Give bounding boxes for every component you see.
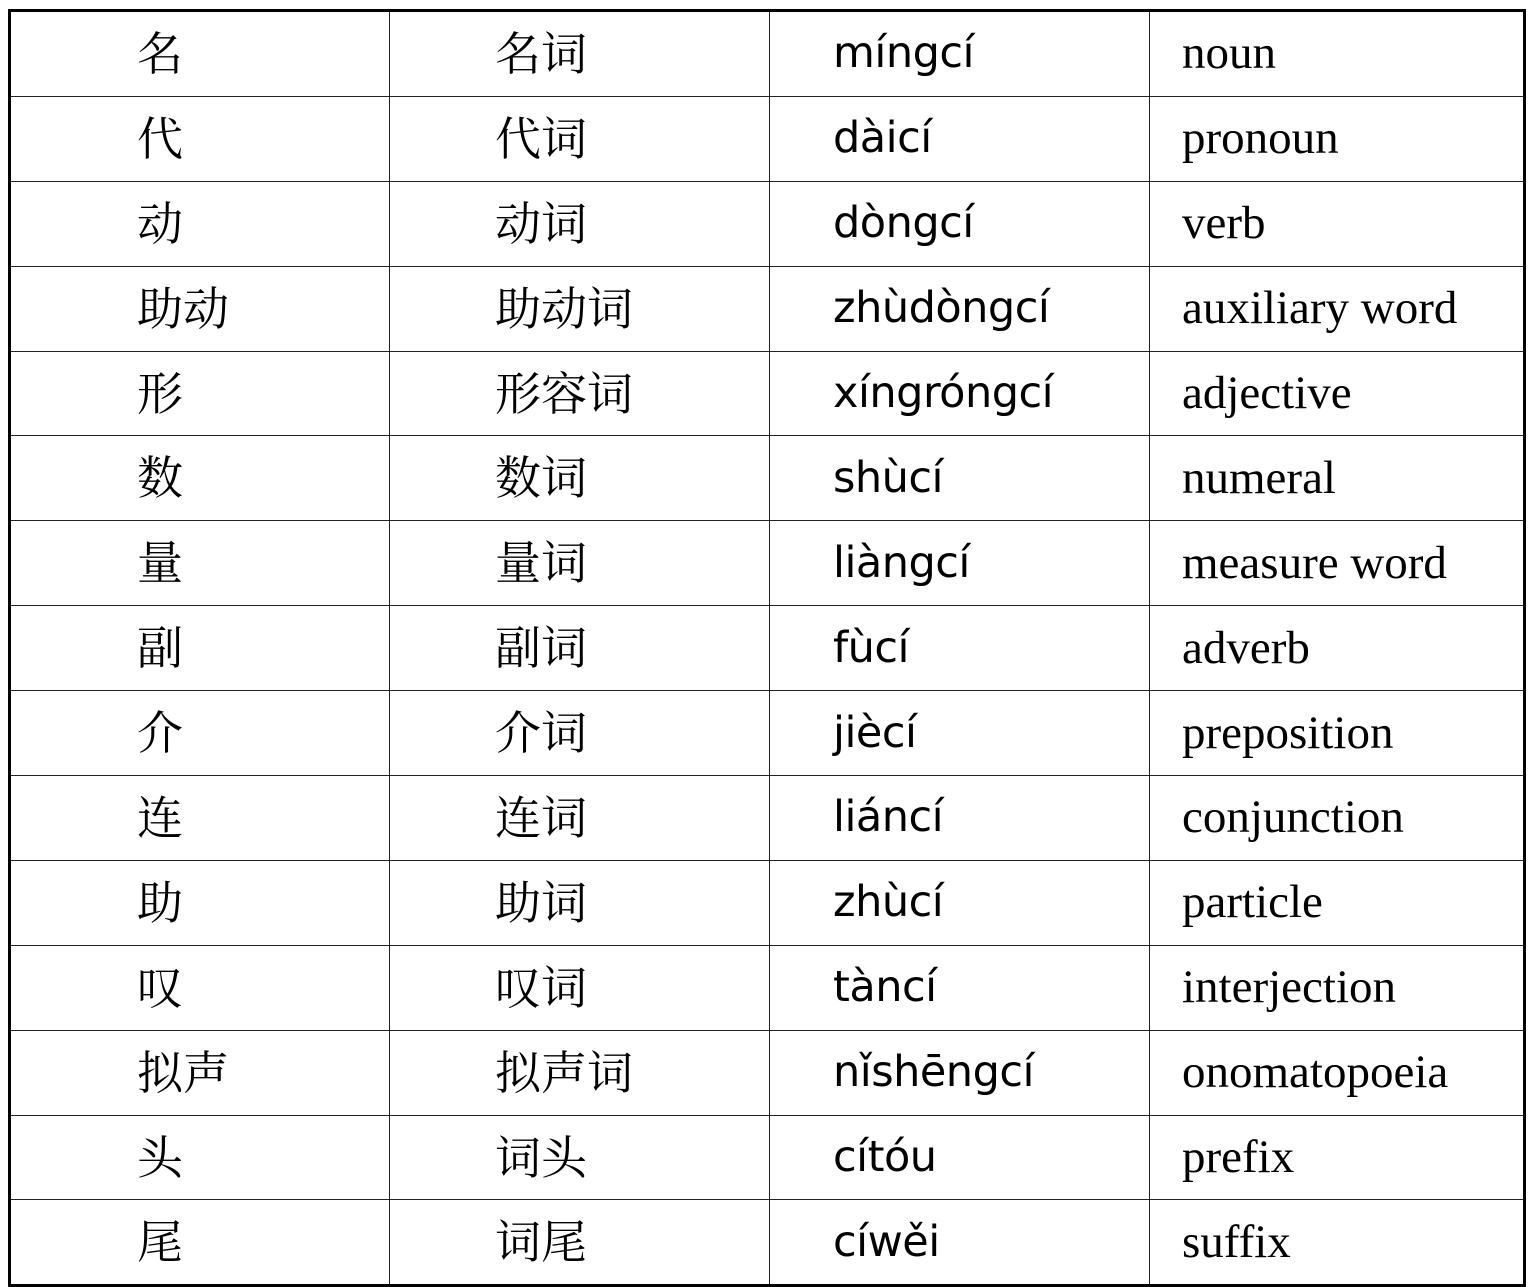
english-term-cell: adverb [1150, 606, 1525, 691]
pinyin-cell: míngcí [770, 11, 1150, 97]
abbreviation-cell: 头 [10, 1115, 390, 1200]
chinese-term-cell: 介词 [390, 691, 770, 776]
pinyin-cell: dòngcí [770, 181, 1150, 266]
chinese-term-cell: 词头 [390, 1115, 770, 1200]
english-term-cell: pronoun [1150, 96, 1525, 181]
parts-of-speech-table [8, 9, 1526, 1287]
english-term-cell: preposition [1150, 691, 1525, 776]
chinese-term-cell: 名词 [390, 11, 770, 97]
english-term-cell: auxiliary word [1150, 266, 1525, 351]
table-body [10, 11, 1525, 1286]
pinyin-cell: shùcí [770, 436, 1150, 521]
pinyin-cell: liáncí [770, 776, 1150, 861]
table-row [10, 606, 1525, 691]
abbreviation-cell: 动 [10, 181, 390, 266]
abbreviation-cell: 形 [10, 351, 390, 436]
abbreviation-cell: 介 [10, 691, 390, 776]
table-row [10, 1030, 1525, 1115]
chinese-term-cell: 形容词 [390, 351, 770, 436]
english-term-cell: noun [1150, 11, 1525, 97]
table-row [10, 945, 1525, 1030]
abbreviation-cell: 代 [10, 96, 390, 181]
pinyin-cell: tàncí [770, 945, 1150, 1030]
abbreviation-cell: 副 [10, 606, 390, 691]
table-row [10, 1115, 1525, 1200]
chinese-term-cell: 拟声词 [390, 1030, 770, 1115]
table-row [10, 351, 1525, 436]
table-row [10, 521, 1525, 606]
table-row [10, 860, 1525, 945]
english-term-cell: suffix [1150, 1200, 1525, 1286]
chinese-term-cell: 叹词 [390, 945, 770, 1030]
table-row [10, 11, 1525, 97]
chinese-term-cell: 动词 [390, 181, 770, 266]
chinese-term-cell: 量词 [390, 521, 770, 606]
pinyin-cell: jiècí [770, 691, 1150, 776]
pinyin-cell: nǐshēngcí [770, 1030, 1150, 1115]
abbreviation-cell: 助 [10, 860, 390, 945]
english-term-cell: numeral [1150, 436, 1525, 521]
pinyin-cell: zhùdòngcí [770, 266, 1150, 351]
abbreviation-cell: 助动 [10, 266, 390, 351]
chinese-term-cell: 副词 [390, 606, 770, 691]
abbreviation-cell: 名 [10, 11, 390, 97]
table-row [10, 181, 1525, 266]
english-term-cell: verb [1150, 181, 1525, 266]
english-term-cell: prefix [1150, 1115, 1525, 1200]
pinyin-cell: fùcí [770, 606, 1150, 691]
abbreviation-cell: 尾 [10, 1200, 390, 1286]
chinese-term-cell: 助动词 [390, 266, 770, 351]
english-term-cell: interjection [1150, 945, 1525, 1030]
table-row [10, 776, 1525, 861]
abbreviation-cell: 连 [10, 776, 390, 861]
chinese-term-cell: 代词 [390, 96, 770, 181]
abbreviation-cell: 量 [10, 521, 390, 606]
chinese-term-cell: 数词 [390, 436, 770, 521]
pinyin-cell: dàicí [770, 96, 1150, 181]
chinese-term-cell: 连词 [390, 776, 770, 861]
abbreviation-cell: 拟声 [10, 1030, 390, 1115]
table-row [10, 691, 1525, 776]
pinyin-cell: cíwěi [770, 1200, 1150, 1286]
abbreviation-cell: 叹 [10, 945, 390, 1030]
chinese-term-cell: 助词 [390, 860, 770, 945]
english-term-cell: measure word [1150, 521, 1525, 606]
pinyin-cell: zhùcí [770, 860, 1150, 945]
pinyin-cell: liàngcí [770, 521, 1150, 606]
english-term-cell: adjective [1150, 351, 1525, 436]
chinese-term-cell: 词尾 [390, 1200, 770, 1286]
english-term-cell: onomatopoeia [1150, 1030, 1525, 1115]
table-row [10, 1200, 1525, 1286]
table-row [10, 96, 1525, 181]
table-row [10, 266, 1525, 351]
abbreviation-cell: 数 [10, 436, 390, 521]
english-term-cell: conjunction [1150, 776, 1525, 861]
english-term-cell: particle [1150, 860, 1525, 945]
pinyin-cell: xíngróngcí [770, 351, 1150, 436]
pinyin-cell: cítóu [770, 1115, 1150, 1200]
table-row [10, 436, 1525, 521]
